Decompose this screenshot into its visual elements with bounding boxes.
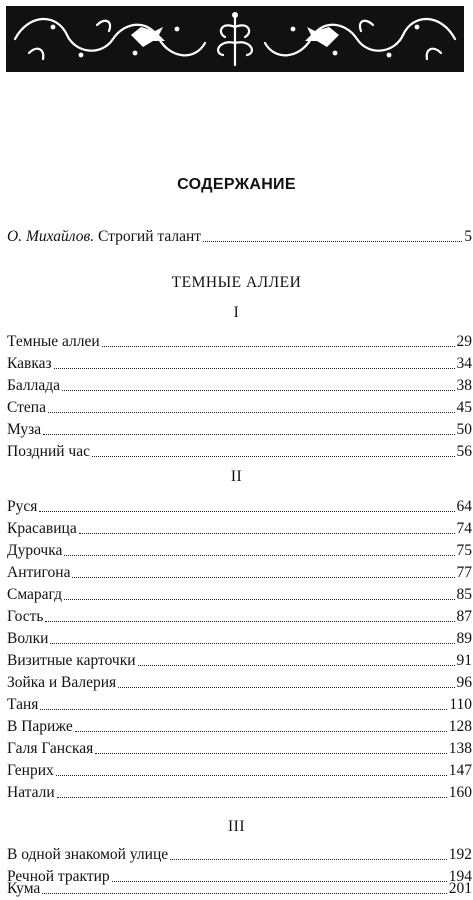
dot-leader [50,642,454,644]
dot-leader [45,620,454,622]
dot-leader [92,455,455,457]
entry-name: Темные аллеи [7,333,100,350]
dot-leader [138,664,455,666]
entry-page: 147 [448,762,472,779]
toc-entry [7,518,472,540]
dot-leader [62,389,454,391]
dot-leader [56,774,447,776]
entry-page: 75 [456,542,472,559]
entry-page: 160 [448,784,472,801]
dot-leader [203,240,462,242]
toc-entry-intro [7,226,472,248]
dot-leader [43,433,454,435]
dot-leader [48,411,455,413]
entry-page: 110 [449,696,472,713]
entry-page: 89 [456,630,472,647]
toc-entry [7,419,472,441]
toc-entry [7,441,472,463]
entry-name: Таня [7,696,39,713]
dot-leader [40,708,447,710]
dot-leader [72,576,454,578]
entry-page: 91 [456,652,472,669]
entry-name: Натали [7,784,55,801]
entry-title [7,226,201,248]
dot-leader [64,598,454,600]
toc-entry [7,496,472,518]
entry-page: 96 [456,674,472,691]
entry-name: Галя Ганская [7,740,94,757]
part-numeral: III [228,818,245,835]
entry-name: Антигона [7,564,71,581]
entry-page: 56 [456,443,472,460]
entry-page: 194 [448,868,472,885]
entry-page: 77 [456,564,472,581]
toc-entry [7,650,472,672]
entry-page: 34 [456,355,472,372]
dot-leader [64,554,454,556]
entry-page: 138 [448,740,472,757]
entry-name: Поздний час [7,443,90,460]
toc-entry [7,540,472,562]
part-numeral: I [233,304,240,321]
entry-name: Дурочка [7,542,63,559]
entry-name: Смарагд [7,586,63,603]
entry-page: 87 [456,608,472,625]
entry-name: Муза [7,421,42,438]
entry-page: 29 [456,333,472,350]
entry-name: Речной трактир [7,868,110,885]
entry-name: Строгий талант [97,228,202,245]
entry-name: В Париже [7,718,73,735]
dot-leader [54,367,455,369]
toc-entry [7,562,472,584]
entry-name: Волки [7,630,49,647]
entry-author: О. Михайлов. [7,228,95,245]
decorative-header-ornament [6,6,464,72]
toc-entry [7,844,472,866]
toc-entry [7,331,472,353]
toc-entry [7,760,472,782]
toc-entry [7,606,472,628]
dot-leader [102,345,455,347]
entry-page: 45 [456,399,472,416]
entry-name: Красавица [7,520,77,537]
part-numeral: II [230,468,243,485]
entry-name: Зойка и Валерия [7,674,117,691]
toc-entry [7,738,472,760]
entry-page: 64 [456,498,472,515]
entry-page: 50 [456,421,472,438]
dot-leader [95,752,446,754]
entry-name: В одной знакомой улице [7,846,169,863]
entry-name: Баллада [7,377,61,394]
entry-name: Руся [7,498,38,515]
section-title: ТЕМНЫЕ АЛЛЕИ [171,274,302,291]
toc-entry [7,375,472,397]
toc-entry [7,353,472,375]
dot-leader [75,730,447,732]
toc-entry [7,672,472,694]
toc-entry [7,878,472,900]
entry-page: 128 [448,718,472,735]
entry-page: 74 [456,520,472,537]
entry-name: Визитные карточки [7,652,136,669]
dot-leader [118,686,454,688]
entry-name: Гость [7,608,44,625]
entry-page: 38 [456,377,472,394]
dot-leader [79,532,455,534]
page-title: СОДЕРЖАНИЕ [177,176,296,193]
floral-scroll-icon [9,9,461,69]
toc-entry [7,782,472,804]
entry-name: Степа [7,399,46,416]
entry-page: 201 [448,880,472,897]
entry-page: 192 [448,846,472,863]
toc-entry [7,694,472,716]
toc-entry [7,716,472,738]
entry-page: 5 [464,228,472,245]
toc-entry [7,584,472,606]
dot-leader [170,858,447,860]
dot-leader [39,510,454,512]
dot-leader [57,796,447,798]
toc-entry [7,628,472,650]
toc-entry [7,397,472,419]
entry-name: Генрих [7,762,54,779]
dot-leader [42,892,446,894]
entry-name: Кавказ [7,355,52,372]
entry-name: Кума [7,880,41,897]
entry-page: 85 [456,586,472,603]
